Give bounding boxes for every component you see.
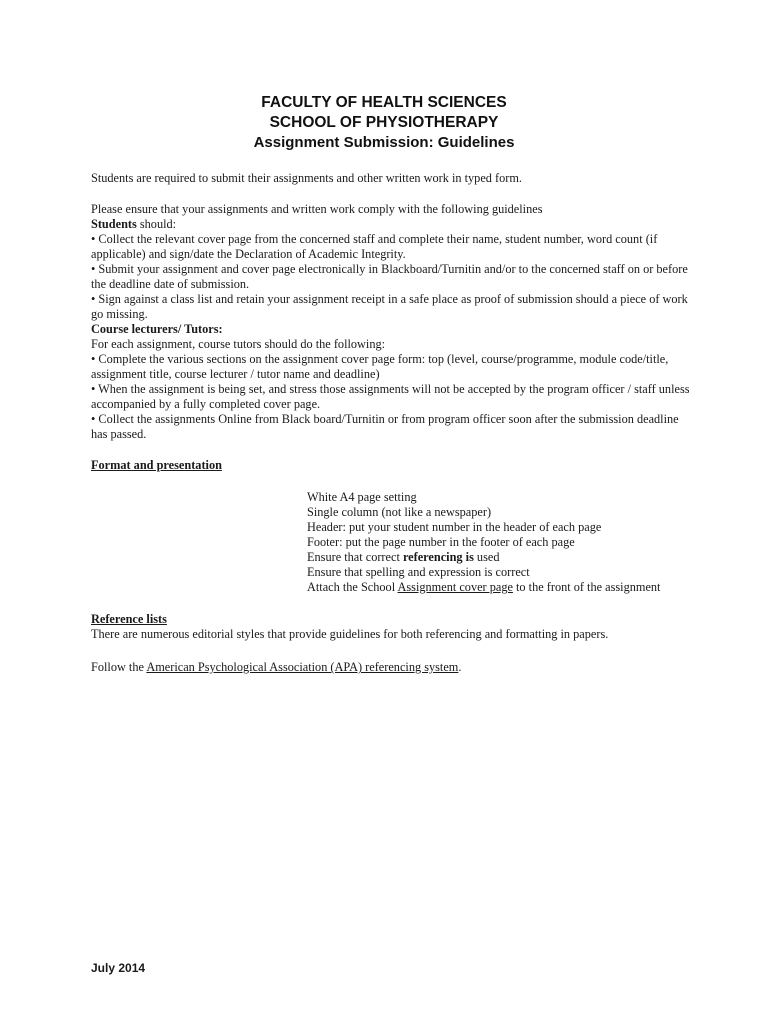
tutors-item: • Complete the various sections on the assignment cover page form: top (level, course/programme, module code/title, assignment title, course lecturer / tutor name and deadline) [91, 352, 669, 381]
apa-line: Follow the American Psychological Association (APA) referencing system. [91, 660, 462, 674]
students-item: • Sign against a class list and retain your assignment receipt in a safe place as proof of submission should a piece of work go missing. [91, 292, 688, 321]
guidelines-section [91, 202, 691, 442]
tutors-heading: Course lecturers/ Tutors: [91, 322, 223, 336]
students-item: • Collect the relevant cover page from the concerned staff and complete their name, student number, word count (if applicable) and sign/date the Declaration of Academic Integrity. [91, 232, 658, 261]
format-heading: Format and presentation [91, 458, 222, 472]
intro-paragraph: Students are required to submit their assignments and other written work in typed form. [91, 171, 522, 185]
format-item-referencing: Ensure that correct referencing is used [307, 550, 500, 564]
reference-text: There are numerous editorial styles that provide guidelines for both referencing and formatting in papers. [91, 627, 609, 641]
footer-date: July 2014 [91, 961, 146, 975]
faculty-title: FACULTY OF HEALTH SCIENCES [261, 94, 507, 111]
format-item: Ensure that spelling and expression is correct [307, 565, 530, 579]
format-item: Footer: put the page number in the footer of each page [307, 535, 575, 549]
students-item: • Submit your assignment and cover page electronically in Blackboard/Turnitin and/or to the concerned staff on or before the deadline date of submission. [91, 262, 688, 291]
format-item: Header: put your student number in the header of each page [307, 520, 602, 534]
format-item-attach: Attach the School Assignment cover page to the front of the assignment [307, 580, 661, 594]
students-heading: Students should: [91, 217, 177, 231]
format-item: Single column (not like a newspaper) [307, 505, 492, 519]
format-list [307, 490, 660, 595]
guidelines-lead: Please ensure that your assignments and written work comply with the following guidelines [91, 202, 543, 216]
tutors-lead: For each assignment, course tutors should do the following: [91, 337, 386, 351]
cover-page-link[interactable]: Assignment cover page [397, 580, 513, 594]
tutors-item: • When the assignment is being set, and stress those assignments will not be accepted by the program officer / staff unless accompanied by a fully completed cover page. [91, 382, 690, 411]
tutors-item: • Collect the assignments Online from Black board/Turnitin or from program officer soon after the submission deadline has passed. [91, 412, 679, 441]
document-header [0, 93, 768, 153]
document-subtitle: Assignment Submission: Guidelines [253, 134, 515, 151]
apa-link[interactable]: American Psychological Association (APA) referencing system [146, 660, 459, 674]
reference-heading: Reference lists [91, 612, 167, 626]
school-title: SCHOOL OF PHYSIOTHERAPY [269, 114, 499, 131]
format-item: White A4 page setting [307, 490, 417, 504]
